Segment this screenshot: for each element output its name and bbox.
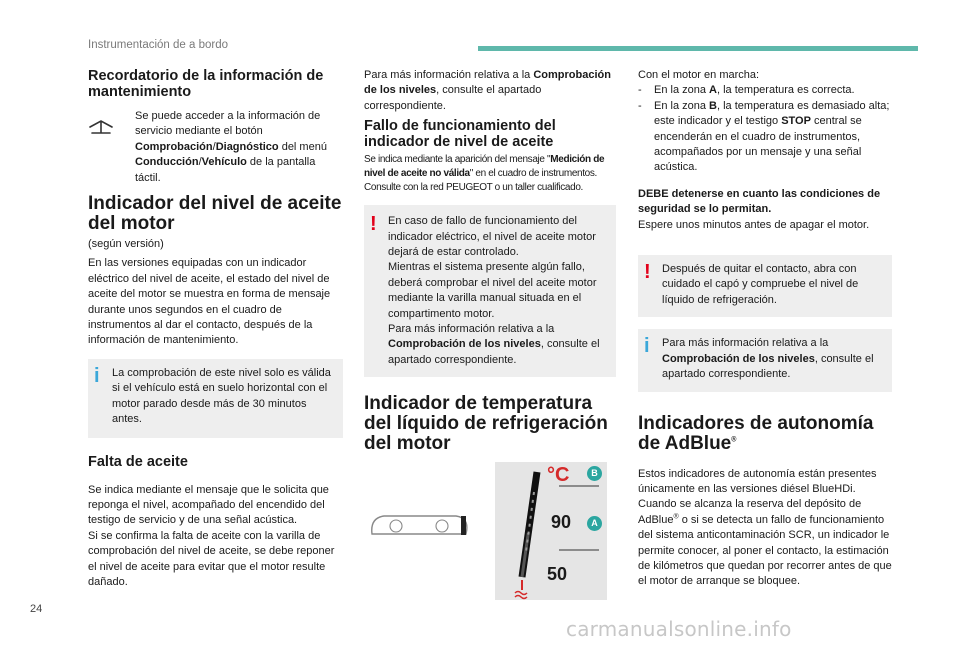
warning-text-1: En caso de fallo de funcionamiento del indicador eléctrico, el nivel de aceite motor dejará de estar controlado. (388, 215, 596, 259)
watermark: carmanualsonline.info (566, 617, 792, 641)
stop-instruction: DEBE detenerse en cuanto las condiciones de seguridad se lo permitan. (638, 187, 881, 216)
gauge-tick-50: 50 (547, 564, 568, 584)
coolant-warning-box (638, 255, 892, 317)
zone-b-badge: B (587, 466, 602, 481)
warning-icon: ! (644, 261, 651, 284)
coolant-temp-icon (515, 580, 527, 599)
column-right (638, 68, 892, 590)
gauge-tick-90: 90 (551, 512, 572, 532)
lack-of-oil-heading: Falta de aceite (88, 453, 188, 470)
list-item: - En la zona A, la temperatura es correcta. (638, 84, 855, 97)
coolant-gauge-figure (364, 458, 616, 603)
warning-icon: ! (370, 213, 377, 236)
maintenance-text: Se puede acceder a la información de servicio mediante el botón Comprobación/Diagnóstico del menú Conducción/Vehículo de la pantalla táctil. (135, 110, 327, 184)
lack-of-oil-body-2: Si se confirma la falta de aceite con la varilla de comprobación del nivel de aceite, se debe reponer el nivel de aceite para evitar que el motor resulte dañado. (88, 529, 335, 588)
engine-running-intro: Con el motor en marcha: (638, 69, 760, 81)
page-number: 24 (30, 603, 43, 615)
adblue-body-1: Estos indicadores de autonomía están presentes únicamente en las versiones diésel BlueHDi. (638, 467, 877, 495)
header-accent-bar (478, 46, 918, 51)
maintenance-block (88, 109, 343, 186)
coolant-temp-heading: Indicador de temperatura del líquido de refrigeración del motor (364, 393, 608, 455)
coolant-info-box (638, 329, 892, 391)
lack-of-oil-body-1: Se indica mediante el mensaje que le solicita que reponga el nivel, acompañado del encendido del testigo de servicio y de una señal acústica. (88, 483, 329, 527)
wait-instruction: Espere unos minutos antes de apagar el motor. (638, 218, 870, 231)
info-icon: i (644, 335, 650, 358)
oil-fault-contact: Consulte con la red PEUGEOT o un taller cualificado. (364, 182, 583, 194)
maintenance-heading: Recordatorio de la información de mantenimiento (88, 68, 324, 100)
oil-version-note: (según versión) (88, 238, 164, 251)
coolant-info-text: Para más información relativa a la Comprobación de los niveles, consulte el apartado correspondiente. (662, 337, 874, 381)
oil-level-heading: Indicador del nivel de aceite del motor (88, 193, 342, 235)
warning-text-2: Mientras el sistema presente algún fallo, deberá comprobar el nivel del aceite motor mediante la varilla manual situada en el compartimento motor. (388, 261, 597, 320)
zone-list (638, 83, 892, 175)
oil-fault-heading: Fallo de funcionamiento del indicador de nivel de aceite (364, 118, 556, 151)
coolant-warning-text: Después de quitar el contacto, abra con cuidado el capó y compruebe el nivel de líquido de refrigeración. (662, 263, 859, 306)
oil-fault-warning-box (364, 205, 616, 377)
oil-info-text: La comprobación de este nivel solo es válida si el vehículo está en suelo horizontal con el motor parado desde más de 30 minutos antes. (112, 366, 331, 426)
oil-fault-body: Se indica mediante la aparición del mensaje "Medición de nivel de aceite no válida" en el cuadro de instrumentos. (364, 154, 605, 180)
gauge-unit: °C (547, 464, 570, 486)
adblue-body-2: Cuando se alcanza la reserva del depósito de AdBlue® o si se detecta un fallo de funcionamiento del sistema anticontaminación SCR, un indicador le permite conocer, al poner el contacto, la estimación de kilómetros que quedan por recorrer antes de que el motor de arranque se bloquee. (638, 498, 892, 588)
adblue-heading: Indicadores de autonomía de AdBlue® (638, 412, 874, 454)
oil-level-body: En las versiones equipadas con un indicador eléctrico del nivel de aceite, el estado del nivel de aceite del motor se muestra en forma de mensaje durante unos segundos en el cuadro de instrumentos al dar el contacto, después de la información de mantenimiento. (88, 257, 331, 347)
column-middle (364, 68, 616, 454)
info-icon: i (94, 364, 100, 387)
section-title: Instrumentación de a bordo (88, 39, 229, 51)
list-item: - En la zona B, la temperatura es demasiado alta; este indicador y el testigo STOP central se encenderán en el cuadro de instrumentos, acompañados por un mensaje y una señal acústica. (638, 99, 890, 174)
zone-a-badge: A (587, 516, 602, 531)
wrench-icon (88, 119, 114, 135)
instrument-panel-icon (366, 510, 474, 542)
column-left (88, 68, 343, 590)
gauge-panel (495, 462, 607, 600)
levels-reference: Para más información relativa a la Comprobación de los niveles, consulte el apartado correspondiente. (364, 69, 611, 112)
warning-text-3: Para más información relativa a la Comprobación de los niveles, consulte el apartado correspondiente. (388, 323, 600, 366)
oil-info-box (88, 359, 343, 438)
